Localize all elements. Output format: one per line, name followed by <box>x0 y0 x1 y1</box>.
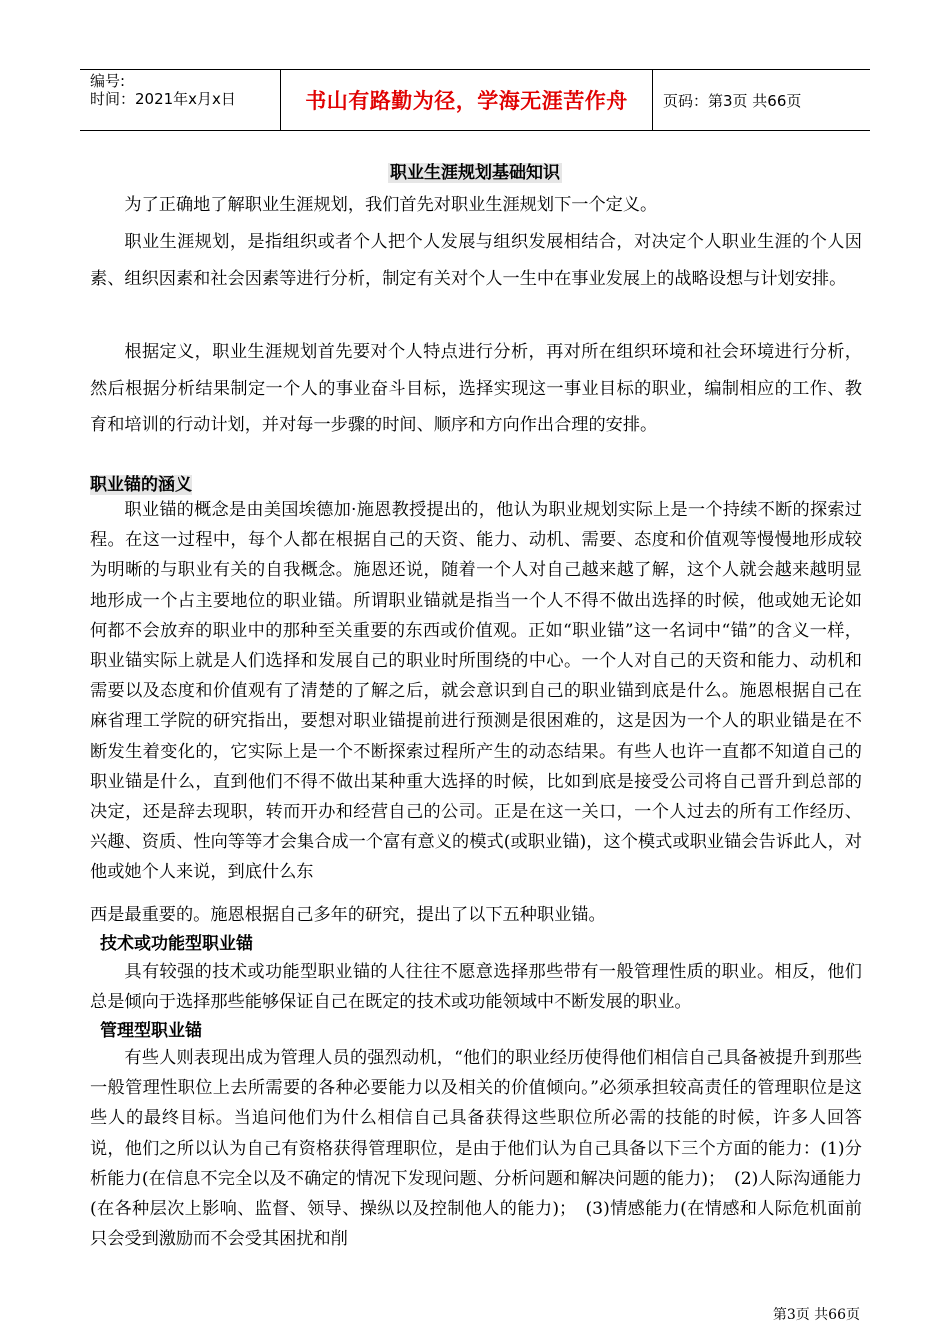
doc-title <box>0 158 950 183</box>
doc-title-text: 职业生涯规划基础知识 <box>390 163 560 183</box>
section1-paragraph-2: 西是最重要的。施恩根据自己多年的研究，提出了以下五种职业锚。 <box>90 905 606 925</box>
section2-paragraph-1: 具有较强的技术或功能型职业锚的人往往不愿意选择那些带有一般管理性质的职业。相反，他们总是倾向于选择那些能够保证自己在既定的技术或功能领域中不断发展的职业。 <box>90 962 862 1013</box>
section-heading-career-anchor <box>90 470 192 495</box>
intro-paragraph-1: 为了正确地了解职业生涯规划，我们首先对职业生涯规划下一个定义。 <box>124 195 658 215</box>
section3-paragraph-1: 有些人则表现出成为管理人员的强烈动机，“他们的职业经历使得他们相信自己具备被提升到那些一般管理性职位上去所需要的各种必要能力以及相关的价值倾向。”必须承担较高责任的管理职位是这些人的最终目标。当追问他们为什么相信自己具备获得这些职位所必需的技能的时候，许多人回答说，他们之所以认为自己有资格获得管理职位，是由于他们认为自己具备以下三个方面的能力：(1)分析能力(在信息不完全以及不确定的情况下发现问题、分析问题和解决问题的能力)； (2)人际沟通能力(在各种层次上影响、监督、领导、操纵以及控制他人的能力)； (3)情感能力(在情感和人际危机面前只会受到激励而不会受其困扰和削 <box>90 1048 862 1250</box>
header-center-cell <box>281 70 653 130</box>
intro-paragraph-2: 职业生涯规划，是指组织或者个人把个人发展与组织发展相结合，对决定个人职业生涯的个人因素、组织因素和社会因素等进行分析，制定有关对个人一生中在事业发展上的战略设想与计划安排。 <box>90 232 862 289</box>
header-table <box>80 69 870 131</box>
motto: 书山有路勤为径，学海无涯苦作舟 <box>305 89 628 113</box>
header-right-cell <box>653 70 870 130</box>
header-page-info: 页码：第3页 共66页 <box>663 91 802 110</box>
footer-page-info: 第3页 共66页 <box>772 1307 860 1323</box>
time-label: 时间：2021年x月x日 <box>90 90 236 108</box>
section-heading-managerial: 管理型职业锚 <box>100 1021 202 1041</box>
header-left-cell <box>80 70 281 130</box>
section1-paragraph-1: 职业锚的概念是由美国埃德加·施恩教授提出的，他认为职业规划实际上是一个持续不断的探索过程。在这一过程中，每个人都在根据自己的天资、能力、动机、需要、态度和价值观等慢慢地形成较为明晰的与职业有关的自我概念。施恩还说，随着一个人对自己越来越了解，这个人就会越来越明显地形成一个占主要地位的职业锚。所谓职业锚就是指当一个人不得不做出选择的时候，他或她无论如何都不会放弃的职业中的那种至关重要的东西或价值观。正如“职业锚”这一名词中“锚”的含义一样，职业锚实际上就是人们选择和发展自己的职业时所围绕的中心。一个人对自己的天资和能力、动机和需要以及态度和价值观有了清楚的了解之后，就会意识到自己的职业锚到底是什么。施恩根据自己在麻省理工学院的研究指出，要想对职业锚提前进行预测是很困难的，这是因为一个人的职业锚是在不断发生着变化的，它实际上是一个不断探索过程所产生的动态结果。有些人也许一直都不知道自己的职业锚是什么，直到他们不得不做出某种重大选择的时候，比如到底是接受公司将自己晋升到总部的决定，还是辞去现职，转而开办和经营自己的公司。正是在这一关口，一个人过去的所有工作经历、兴趣、资质、性向等等才会集合成一个富有意义的模式(或职业锚)，这个模式或职业锚会告诉此人，对他或她个人来说，到底什么东 <box>90 500 862 883</box>
section-heading-text: 职业锚的涵义 <box>90 475 192 495</box>
section-heading-technical: 技术或功能型职业锚 <box>100 934 253 954</box>
number-label: 编号: <box>90 72 126 90</box>
intro-paragraph-3: 根据定义，职业生涯规划首先要对个人特点进行分析，再对所在组织环境和社会环境进行分析，然后根据分析结果制定一个人的事业奋斗目标，选择实现这一事业目标的职业，编制相应的工作、教育和培训的行动计划，并对每一步骤的时间、顺序和方向作出合理的安排。 <box>90 342 862 435</box>
